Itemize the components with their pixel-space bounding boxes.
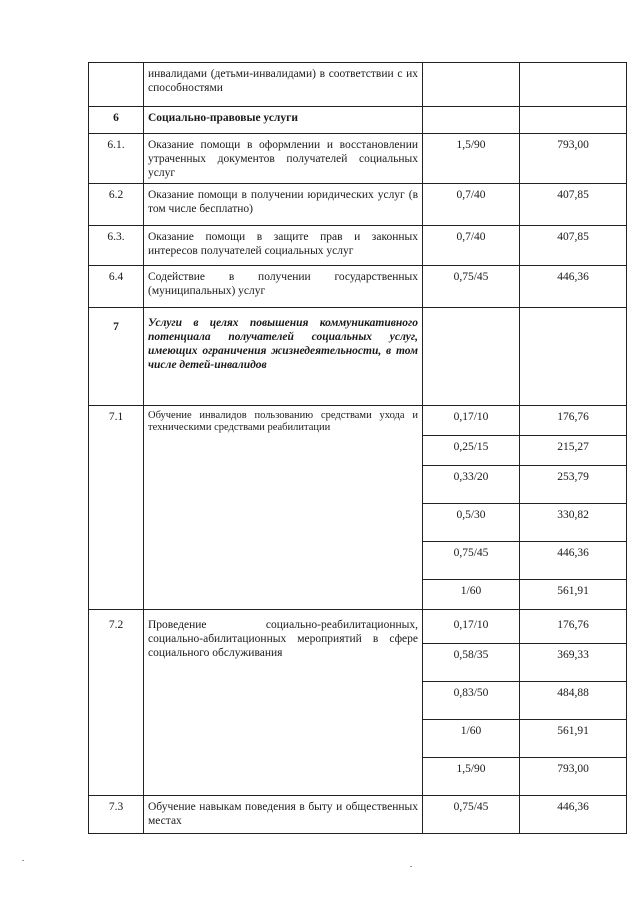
price: 446,36 bbox=[520, 796, 627, 834]
row-number: 7.2 bbox=[89, 610, 144, 796]
table-row bbox=[89, 134, 627, 184]
table-row bbox=[89, 266, 627, 308]
row-number: 6.4 bbox=[89, 266, 144, 308]
price: 369,33 bbox=[520, 644, 627, 682]
scan-speck bbox=[22, 860, 24, 861]
table-row bbox=[89, 406, 627, 436]
service-name: Проведение социально-реабилитационных, социально-абилитационных мероприятий в сфере социального обслуживания bbox=[144, 610, 423, 796]
row-number: 6.1. bbox=[89, 134, 144, 184]
time-ratio: 1,5/90 bbox=[423, 134, 520, 184]
price: 446,36 bbox=[520, 266, 627, 308]
table-row bbox=[89, 184, 627, 226]
time-ratio: 1/60 bbox=[423, 580, 520, 610]
empty-cell bbox=[423, 107, 520, 134]
empty-cell bbox=[520, 107, 627, 134]
section-title: Услуги в целях повышения коммуникативного потенциала получателей социальных услуг, имеющих ограничения жизнедеятельности, в том числе детей-инвалидов bbox=[144, 308, 423, 406]
time-ratio: 0,75/45 bbox=[423, 266, 520, 308]
row-number: 7.3 bbox=[89, 796, 144, 834]
time-ratio bbox=[423, 63, 520, 107]
time-ratio: 0,17/10 bbox=[423, 406, 520, 436]
service-name: Оказание помощи в получении юридических услуг (в том числе бесплатно) bbox=[144, 184, 423, 226]
price: 484,88 bbox=[520, 682, 627, 720]
time-ratio: 0,33/20 bbox=[423, 466, 520, 504]
section-title: Социально-правовые услуги bbox=[144, 107, 423, 134]
empty-cell bbox=[423, 308, 520, 406]
time-ratio: 1/60 bbox=[423, 720, 520, 758]
service-name: Обучение навыкам поведения в быту и общественных местах bbox=[144, 796, 423, 834]
time-ratio: 0,58/35 bbox=[423, 644, 520, 682]
service-name: Оказание помощи в оформлении и восстановлении утраченных документов получателей социальных услуг bbox=[144, 134, 423, 184]
section-number: 7 bbox=[89, 308, 144, 406]
service-name: Обучение инвалидов пользованию средствами ухода и техническими средствами реабилитации bbox=[144, 406, 423, 610]
price: 407,85 bbox=[520, 184, 627, 226]
scan-speck bbox=[410, 866, 412, 867]
price: 793,00 bbox=[520, 134, 627, 184]
time-ratio: 0,25/15 bbox=[423, 436, 520, 466]
section-number: 6 bbox=[89, 107, 144, 134]
time-ratio: 0,83/50 bbox=[423, 682, 520, 720]
price: 793,00 bbox=[520, 758, 627, 796]
price: 407,85 bbox=[520, 226, 627, 266]
time-ratio: 0,5/30 bbox=[423, 504, 520, 542]
time-ratio: 0,75/45 bbox=[423, 796, 520, 834]
row-number: 6.3. bbox=[89, 226, 144, 266]
service-name: инвалидами (детьми-инвалидами) в соответствии с их способностями bbox=[144, 63, 423, 107]
time-ratio: 0,7/40 bbox=[423, 184, 520, 226]
time-ratio: 0,7/40 bbox=[423, 226, 520, 266]
section-row bbox=[89, 107, 627, 134]
empty-cell bbox=[520, 308, 627, 406]
price: 561,91 bbox=[520, 720, 627, 758]
section-row bbox=[89, 308, 627, 406]
time-ratio: 0,75/45 bbox=[423, 542, 520, 580]
row-number bbox=[89, 63, 144, 107]
price: 215,27 bbox=[520, 436, 627, 466]
row-number: 6.2 bbox=[89, 184, 144, 226]
table-row bbox=[89, 610, 627, 644]
service-name: Оказание помощи в защите прав и законных интересов получателей социальных услуг bbox=[144, 226, 423, 266]
table-row bbox=[89, 226, 627, 266]
price: 176,76 bbox=[520, 406, 627, 436]
services-tariff-table bbox=[88, 62, 627, 834]
service-name: Содействие в получении государственных (муниципальных) услуг bbox=[144, 266, 423, 308]
price: 561,91 bbox=[520, 580, 627, 610]
price: 330,82 bbox=[520, 504, 627, 542]
time-ratio: 0,17/10 bbox=[423, 610, 520, 644]
price: 446,36 bbox=[520, 542, 627, 580]
table-row bbox=[89, 796, 627, 834]
price bbox=[520, 63, 627, 107]
table-row bbox=[89, 63, 627, 107]
time-ratio: 1,5/90 bbox=[423, 758, 520, 796]
price: 176,76 bbox=[520, 610, 627, 644]
row-number: 7.1 bbox=[89, 406, 144, 610]
price: 253,79 bbox=[520, 466, 627, 504]
